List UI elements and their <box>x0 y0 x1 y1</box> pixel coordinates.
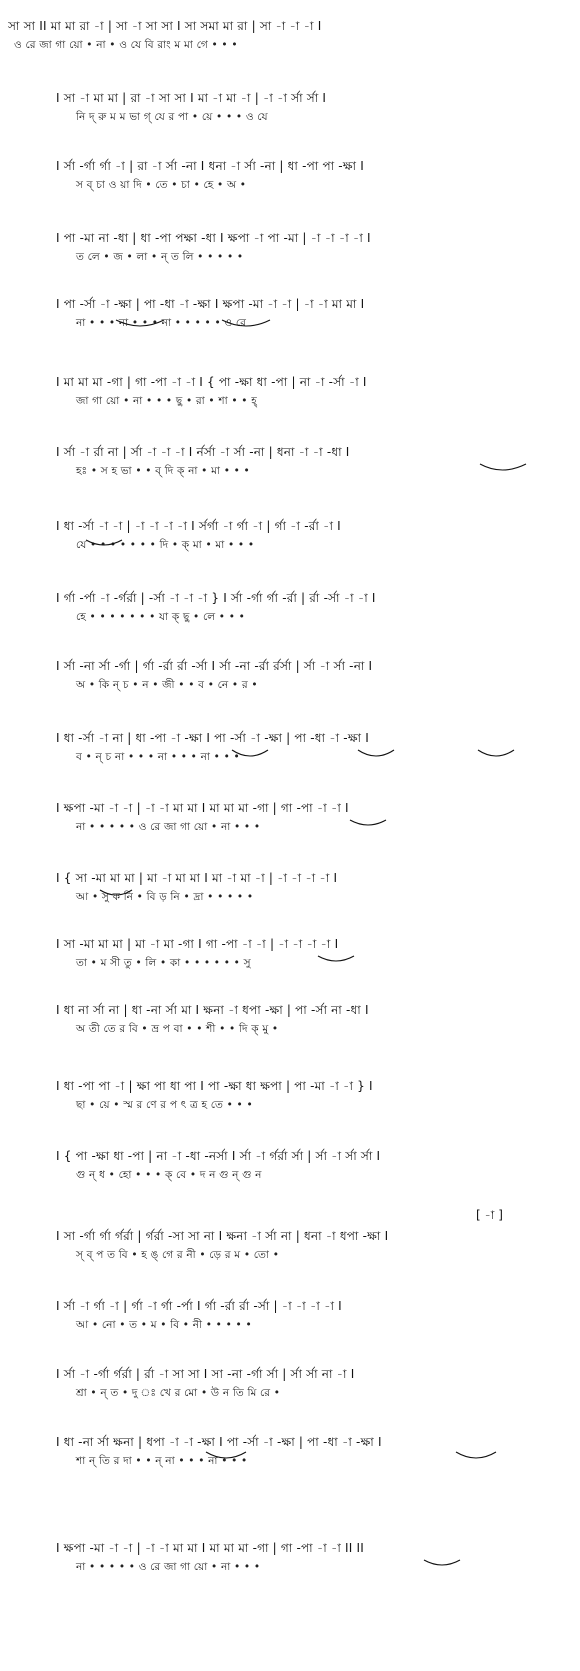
slur-arc <box>222 320 270 326</box>
lyrics-line: অ তী তে র বি • ভ্র প বা • • শী • • দি ক্ মু • <box>76 1023 279 1035</box>
lyrics-line: স ব্ চা ও য়া দি • তে • চা • হে • অ • <box>76 179 247 191</box>
swara-line: I সা -র্গা র্গা র্গর্রা | র্গর্রা -সা সা না I ক্ষনা -া র্সা না | ধনা -া ধপা -ক্ষা I <box>56 1229 389 1243</box>
swara-line: I ধা -না র্সা ক্ষনা | ধপা -া -া -ক্ষা I পা -র্সা -া -ক্ষা | পা -ধা -া -ক্ষা I <box>56 1435 382 1449</box>
lyrics-line: স্ ব্ প ত বি • হ ঙ্ গে র নী • ড়ে র ম • তো • <box>76 1249 280 1261</box>
slur-arc <box>86 540 122 545</box>
slur-arc <box>116 320 164 326</box>
swara-line: I র্সা -া র্গা -া | র্গা -া র্গা -র্পা I র্গা -র্রা র্রা -র্সা | -া -া -া -া I <box>56 1299 342 1313</box>
swara-line: I র্সা -া -র্গা র্গর্রা | র্রা -া সা সা I সা -না -র্গা র্সা | র্সা র্সা না -া I <box>56 1367 355 1381</box>
slur-arc <box>350 820 386 825</box>
lyrics-line: ছা • য়ে • স্ম র ণে র প ৎ ত্র হ তে • • • <box>76 1099 253 1111</box>
lyrics-line: ব • ন্ চ না • • • না • • • না • • • <box>76 751 240 763</box>
swara-line: I মা মা মা -গা | গা -পা -া -া I { পা -ক্ষা ধা -পা | না -া -র্সা -া I <box>56 375 367 389</box>
swara-line: I ধা -র্সা -া না | ধা -পা -া -ক্ষা I পা -র্সা -া -ক্ষা | পা -ধা -া -ক্ষা I <box>56 731 369 745</box>
lyrics-line: গু ন্ ধ • হো • • • ক্ বে • দ ন গু ন্ গু ন <box>76 1169 262 1181</box>
swara-line: I { সা -মা মা মা | মা -া মা মা I মা -া মা -া | -া -া -া -া I <box>56 871 338 885</box>
slur-arc <box>318 956 354 961</box>
lyrics-line: জা গা য়ো • না • • • ছু • রা • শা • • হ্ <box>76 395 257 407</box>
slur-arc <box>206 1452 246 1458</box>
swara-line: I র্গা -র্পা -া -র্গর্রা | -র্সা -া -া -া } I র্সা -র্গা র্গা -র্রা | র্রা -র্সা -া -া I <box>56 591 376 605</box>
slur-arc <box>358 750 394 756</box>
swara-line: সা সা II মা মা রা -া | সা -া সা সা I সা সমা মা রা | সা -া -া -া I <box>8 19 322 33</box>
swara-line: I পা -র্সা -া -ক্ষা | পা -ধা -া -ক্ষা I ক্ষপা -মা -া -া | -া -া মা মা I <box>56 297 365 311</box>
swara-line: I ধা -পা পা -া | ক্ষা পা ধা পা I পা -ক্ষা ধা ক্ষপা | পা -মা -া -া } I <box>56 1079 373 1093</box>
lyrics-line: ত লে • জ • লা • ন্ ত লি • • • • • <box>76 251 244 263</box>
lyrics-line: অ • কি ন্ চ • ন • জী • • ব • নে • র • <box>76 679 258 691</box>
slur-arc <box>424 1560 460 1565</box>
swara-line: I সা -মা মা মা | মা -া মা -গা I গা -পা -া -া | -া -া -া -া I <box>56 937 339 951</box>
swara-line: I পা -মা না -ধা | ধা -পা পক্ষা -ধা I ক্ষপা -া পা -মা | -া -া -া -া I <box>56 231 371 245</box>
lyrics-line: ও রে জা গা য়ো • না • ও যে বি রাং ম মা গে • • • <box>14 39 238 51</box>
swara-line: I ক্ষপা -মা -া -া | -া -া মা মা I মা মা মা -গা | গা -পা -া -া II II <box>56 1541 365 1555</box>
lyrics-line: আ • সু ক নি • বি ড় নি • দ্রা • • • • • <box>76 891 254 903</box>
lyrics-line: হে • • • • • • • যা ক্ ছু • লে • • • <box>76 611 246 623</box>
lyrics-line: নি দ্ রু ম ম ভা গ্ যে র পা • য়ে • • • ও যে <box>76 111 268 123</box>
swara-line: I র্সা -া র্রা না | র্সা -া -া -া I র্নর্সা -া র্সা -না | ধনা -া -া -ধা I <box>56 445 350 459</box>
slur-arc <box>478 750 514 756</box>
lyrics-line: না • • • • • ও রে জা গা য়ো • না • • • <box>76 1561 261 1573</box>
slur-arc <box>456 1452 496 1458</box>
lyrics-line: না • • • • • ও রে জা গা য়ো • না • • • <box>76 821 261 833</box>
swara-line: I ধা না র্সা না | ধা -না র্সা মা I ক্ষনা -া ধপা -ক্ষা | পা -র্সা না -ধা I <box>56 1003 369 1017</box>
lyrics-line: আ • নো • ত • ম • বি • নী • • • • • <box>76 1319 252 1331</box>
lyrics-line: না • • • না • • • না • • • • • ও রে <box>76 317 247 329</box>
swara-line: I র্সা -না র্সা -র্গা | র্গা -র্রা র্রা -র্সা I র্সা -না -র্রা র্রর্সা | র্সা -া র্সা -না I <box>56 659 373 673</box>
swara-line: I র্সা -র্গা র্গা -া | রা -া র্সা -না I ধনা -া র্সা -না | ধা -পা পা -ক্ষা I <box>56 159 364 173</box>
slur-arc <box>232 750 268 756</box>
swara-line: I সা -া মা মা | রা -া সা সা I মা -া মা -া | -া -া র্সা র্সা I <box>56 91 327 105</box>
slur-arc <box>100 890 132 895</box>
swara-line: I ক্ষপা -মা -া -া | -া -া মা মা I মা মা মা -গা | গা -পা -া -া I <box>56 801 349 815</box>
swara-line: I ধা -র্সা -া -া | -া -া -া -া I র্সর্গা -া র্গা -া | র্গা -া -র্রা -া I <box>56 519 341 533</box>
slur-arc <box>480 464 526 470</box>
lyrics-line: তা • ম সী তু • লি • কা • • • • • • সু <box>76 957 251 969</box>
lyrics-line: হঃ • স হ ভা • • ব্ দি ক্ না • মা • • • <box>76 465 250 477</box>
bracketed-note: [ -া ] <box>476 1208 503 1222</box>
lyrics-line: শা ন্ তি র দা • • ন্ না • • • না • • • <box>76 1455 248 1467</box>
swara-line: I { পা -ক্ষা ধা -পা | না -া -ধা -নর্সা I র্সা -া র্গর্রা র্সা | র্সা -া র্সা র্সা I <box>56 1149 381 1163</box>
lyrics-line: যে • • • • • • • দি • ক্ মা • মা • • • <box>76 539 255 551</box>
lyrics-line: শ্রা • ন্ ত • দু ঃ খে র মো • উ ন তি মি রে • <box>76 1387 281 1399</box>
